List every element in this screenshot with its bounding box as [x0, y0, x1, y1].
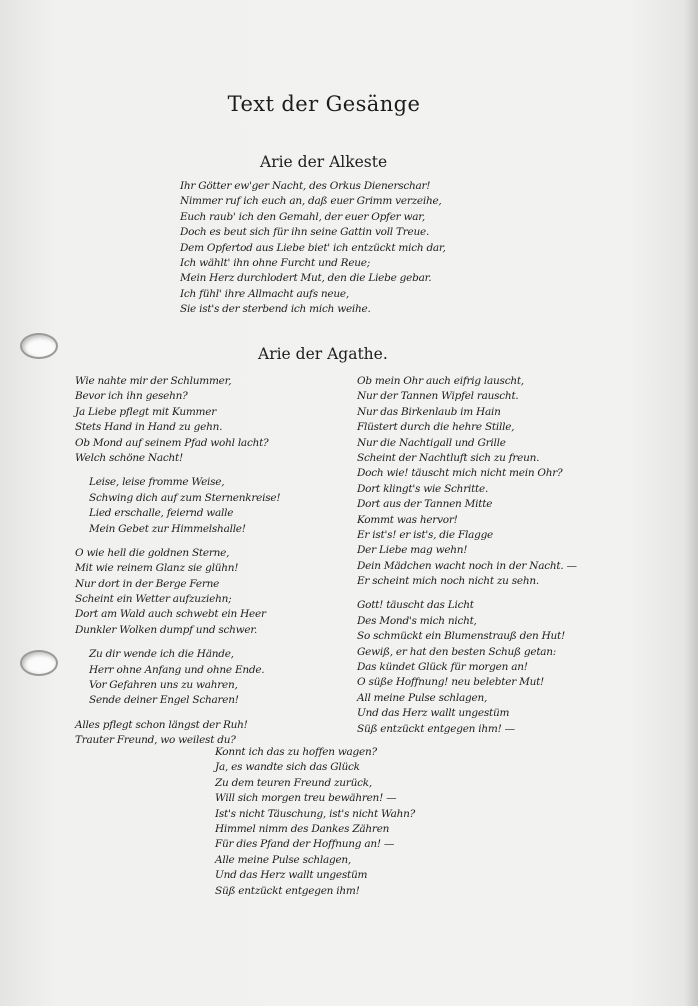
section-heading-agathe: Arie der Agathe.	[258, 345, 388, 363]
verse-line: Schwing dich auf zum Sternenkreise!	[89, 491, 281, 504]
verse-line: Stets Hand in Hand zu gehn.	[75, 421, 223, 434]
verse-line: Sie ist's der sterbend ich mich weihe.	[180, 303, 371, 316]
verse-line: Des Mond's mich nicht,	[357, 614, 477, 627]
verse-line: Mein Gebet zur Himmelshalle!	[89, 522, 246, 535]
verse-line: Nimmer ruf ich euch an, daß euer Grimm verzeihe,	[180, 195, 442, 208]
verse-line: Will sich morgen treu bewähren! —	[215, 792, 397, 805]
punch-hole-bottom	[20, 650, 58, 676]
verse-line: Mit wie reinem Glanz sie glühn!	[75, 562, 239, 575]
verse-line: Wie nahte mir der Schlummer,	[75, 375, 232, 387]
stanza-gap	[75, 466, 280, 475]
verse-line: Sende deiner Engel Scharen!	[89, 694, 239, 707]
agathe-right-column	[357, 374, 577, 737]
stanza-gap	[357, 589, 577, 598]
verse-line: Ich fühl' ihre Allmacht aufs neue,	[180, 287, 349, 300]
verse-line: Euch raub' ich den Gemahl, der euer Opfer war,	[180, 210, 425, 223]
verse-line: Süß entzückt entgegen ihm! —	[357, 722, 515, 735]
agathe-left-column	[75, 374, 280, 749]
stanza-gap	[75, 638, 280, 647]
verse-line: Bevor ich ihn gesehn?	[75, 390, 188, 403]
verse-line: Welch schöne Nacht!	[75, 451, 183, 464]
verse-line: Dort aus der Tannen Mitte	[357, 498, 493, 511]
stanza-gap	[75, 709, 280, 718]
verse-line: Dem Opfertod aus Liebe biet' ich entzückt mich dar,	[180, 241, 446, 254]
verse-line: Und das Herz wallt ungestüm	[357, 707, 510, 720]
verse-line: Ihr Götter ew'ger Nacht, des Orkus Dienerschar!	[180, 180, 431, 192]
verse-line: Und das Herz wallt ungestüm	[215, 869, 368, 882]
verse-line: Vor Gefahren uns zu wahren,	[89, 679, 238, 692]
verse-line: Dort klingt's wie Schritte.	[357, 482, 489, 495]
verse-line: Herr ohne Anfang und ohne Ende.	[89, 663, 265, 676]
verse-line: Ich wählt' ihn ohne Furcht und Reue;	[180, 256, 371, 269]
verse-line: O süße Hoffnung! neu belebter Mut!	[357, 676, 545, 689]
verse-line: Gewiß, er hat den besten Schuß getan:	[357, 645, 557, 658]
verse-line: Er scheint mich noch nicht zu sehn.	[357, 575, 539, 588]
verse-line: Gott! täuscht das Licht	[357, 599, 474, 612]
verse-line: Leise, leise fromme Weise,	[89, 476, 225, 489]
verse-line: Nur dort in der Berge Ferne	[75, 577, 220, 590]
page-title: Text der Gesänge	[227, 92, 421, 116]
verse-line: All meine Pulse schlagen,	[357, 691, 488, 704]
verse-line: Doch wie! täuscht mich nicht mein Ohr?	[357, 467, 563, 480]
verse-line: Himmel nimm des Dankes Zähren	[215, 822, 390, 835]
verse-line: Nur das Birkenlaub im Hain	[357, 405, 501, 418]
verse-line: Alle meine Pulse schlagen,	[215, 853, 352, 866]
agathe-final-stanza	[215, 745, 415, 899]
verse-line: Flüstert durch die hehre Stille,	[357, 421, 515, 434]
verse-line: O wie hell die goldnen Sterne,	[75, 546, 230, 559]
verse-line: Zu dem teuren Freund zurück,	[215, 776, 372, 789]
verse-line: Ja, es wandte sich das Glück	[215, 761, 360, 774]
verse-line: Dunkler Wolken dumpf und schwer.	[75, 623, 258, 636]
verse-line: Ist's nicht Täuschung, ist's nicht Wahn?	[215, 807, 416, 820]
verse-line: Dort am Wald auch schwebt ein Heer	[75, 608, 266, 621]
verse-line: Das kündet Glück für morgen an!	[357, 661, 528, 674]
verse-line: Doch es beut sich für ihn seine Gattin voll Treue.	[180, 226, 430, 239]
verse-line: Er ist's! er ist's, die Flagge	[357, 528, 493, 541]
verse-line: Mein Herz durchlodert Mut, den die Liebe gebar.	[180, 272, 432, 285]
verse-line: Nur die Nachtigall und Grille	[357, 436, 506, 449]
alkeste-verse	[180, 179, 446, 318]
verse-line: Für dies Pfand der Hoffnung an! —	[215, 838, 395, 851]
verse-line: Konnt ich das zu hoffen wagen?	[215, 746, 377, 758]
verse-line: Ja Liebe pflegt mit Kummer	[75, 405, 216, 418]
verse-line: Lied erschalle, feiernd walle	[89, 507, 234, 520]
verse-line: Ob mein Ohr auch eifrig lauscht,	[357, 375, 524, 387]
verse-line: Scheint der Nachtluft sich zu freun.	[357, 451, 540, 464]
section-heading-alkeste: Arie der Alkeste	[260, 153, 388, 171]
verse-line: Scheint ein Wetter aufzuziehn;	[75, 593, 232, 606]
verse-line: Zu dir wende ich die Hände,	[89, 648, 234, 661]
verse-line: Ob Mond auf seinem Pfad wohl lacht?	[75, 436, 269, 449]
verse-line: Alles pflegt schon längst der Ruh!	[75, 718, 248, 731]
verse-line: So schmückt ein Blumenstrauß den Hut!	[357, 630, 565, 643]
verse-line: Trauter Freund, wo weilest du?	[75, 734, 236, 747]
verse-line: Nur der Tannen Wipfel rauscht.	[357, 390, 519, 403]
verse-line: Der Liebe mag wehn!	[357, 544, 468, 557]
verse-line: Kommt was hervor!	[357, 513, 458, 526]
verse-line: Süß entzückt entgegen ihm!	[215, 884, 360, 897]
page-edge-shadow	[684, 0, 698, 1006]
verse-line: Dein Mädchen wacht noch in der Nacht. —	[357, 559, 577, 572]
punch-hole-top	[20, 333, 58, 359]
stanza-gap	[75, 537, 280, 546]
